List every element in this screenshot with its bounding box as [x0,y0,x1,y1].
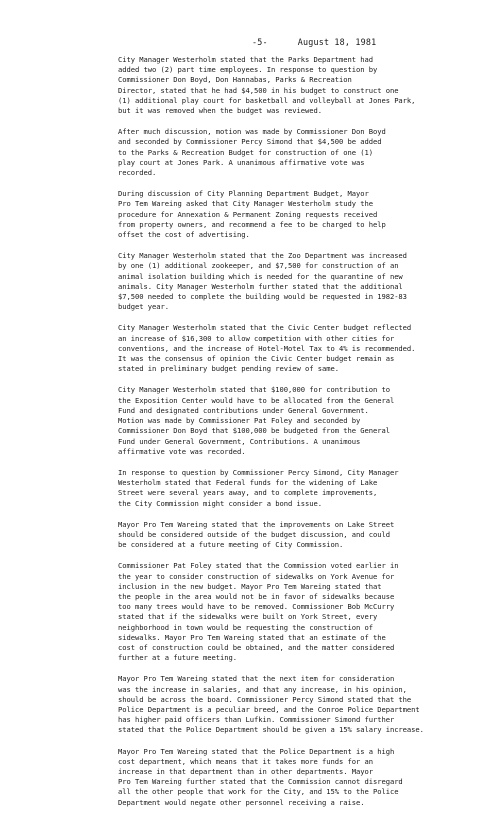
text-line: Commissioner Don Boyd, Don Hannabas, Parks & Recreation [118,75,352,85]
text-line: Director, stated that he had $4,500 in his budget to construct one [118,85,399,95]
text-line: animal isolation building which is needed for the quarantine of new [118,271,403,281]
text-line: Fund under General Government, Contributions. A unanimous [118,436,361,446]
text-line: Department would negate other personnel receiving a raise. [118,797,365,807]
text-line: the people in the area would not be in favor of sidewalks because [118,591,395,601]
text-line: Fund and designated contributions under General Government. [118,405,369,415]
text-line: Commissioner Don Boyd that $100,000 be budgeted from the General [118,426,390,436]
text-line: Police Department is a peculiar breed, and the Conroe Police Department [118,704,420,714]
text-line: Pro Tem Wareing asked that City Manager Westerholm study the [118,199,373,209]
text-line: City Manager Westerholm stated that the Civic Center budget reflected [118,323,412,333]
paragraph [118,189,478,240]
text-line: cost department, which means that it takes more funds for an [118,756,373,766]
text-line: Mayor Pro Tem Wareing stated that the improvements on Lake Street [118,519,395,529]
text-line: City Manager Westerholm stated that the Parks Department had [118,55,373,64]
paragraph [118,323,478,374]
text-line: (1) additional play court for basketball and volleyball at Jones Park, [118,95,416,105]
paragraph [118,385,478,456]
text-line: Mayor Pro Tem Wareing stated that the Police Department is a high [118,746,395,756]
text-line: and seconded by Commissioner Percy Simond that $4,500 be added [118,137,382,147]
text-line: stated in preliminary budget pending review of same. [118,364,339,374]
text-line: be considered at a future meeting of City Commission. [118,540,344,550]
text-line: Westerholm stated that Federal funds for the widening of Lake [118,478,378,488]
text-line: from property owners, and recommend a fee to be charged to help [118,219,386,229]
text-line: added two (2) part time employees. In response to question by [118,65,378,75]
text-line: stated that the Police Department should be given a 15% salary increase. [118,725,424,735]
paragraph [118,674,478,735]
text-line: City Manager Westerholm stated that $100,000 for contribution to [118,385,390,395]
text-line: Street were several years away, and to complete improvements, [118,488,378,498]
text-line: affirmative vote was recorded. [118,446,246,456]
text-line: further at a future meeting. [118,653,237,663]
text-line: animals. City Manager Westerholm further stated that the additional [118,281,403,291]
text-line: budget year. [118,302,169,312]
text-line: recorded. [118,168,157,178]
text-line: stated that if the sidewalks were built on York Street, every [118,612,378,622]
text-line: $7,500 needed to complete the building would be requested in 1982-83 [118,292,407,302]
text-line: has higher paid officers than Lufkin. Commissioner Simond further [118,715,395,725]
text-line: too many trees would have to be removed. Commissioner Bob McCurry [118,602,395,612]
text-line: offset the cost of advertising. [118,230,250,240]
text-line: play court at Jones Park. A unanimous affirmative vote was [118,157,365,167]
text-line: was the increase in salaries, and that any increase, in his opinion, [118,684,407,694]
text-line: City Manager Westerholm stated that the Zoo Department was increased [118,251,407,261]
paragraph [118,251,478,312]
text-line: During discussion of City Planning Department Budget, Mayor [118,189,369,199]
text-line: an increase of $16,300 to allow competition with other cities for [118,333,395,343]
paragraph [118,55,478,116]
text-line: Mayor Pro Tem Wareing stated that the next item for consideration [118,674,395,684]
paragraph [118,561,478,663]
text-line: conventions, and the increase of Hotel-Motel Tax to 4% is recommended. [118,343,416,353]
text-line: increase in that department than in other departments. Mayor [118,766,373,776]
text-line: Pro Tem Wareing further stated that the Commission cannot disregard [118,777,403,787]
paragraph [118,468,478,509]
paragraph [118,747,478,808]
text-line: the City Commission might consider a bond issue. [118,498,322,508]
text-line: by one (1) additional zookeeper, and $7,500 for construction of an [118,261,399,271]
text-line: It was the consensus of opinion the Civic Center budget remain as [118,354,395,364]
text-line: In response to question by Commissioner Percy Simond, City Manager [118,467,399,477]
minutes-body [118,55,478,819]
text-line: to the Parks & Recreation Budget for construction of one (1) [118,147,373,157]
text-line: should be considered outside of the budget discussion, and could [118,529,390,539]
text-line: inclusion in the new budget. Mayor Pro Tem Wareing stated that [118,581,382,591]
text-line: should be across the board. Commissioner Percy Simond stated that the [118,694,412,704]
text-line: procedure for Annexation & Permanent Zoning requests received [118,209,378,219]
text-line: cost of construction could be obtained, and the matter considered [118,642,395,652]
text-line: the Exposition Center would have to be allocated from the General [118,395,395,405]
text-line: Commissioner Pat Foley stated that the Commission voted earlier in [118,561,399,571]
text-line: After much discussion, motion was made by Commissioner Don Boyd [118,127,386,137]
text-line: all the other people that work for the City, and 15% to the Police [118,787,399,797]
text-line: Motion was made by Commissioner Pat Foley and seconded by [118,416,361,426]
meeting-date: August 18, 1981 [297,37,377,47]
paragraph [118,127,478,178]
text-line: sidewalks. Mayor Pro Tem Wareing stated that an estimate of the [118,632,386,642]
page-number: -5- [252,37,268,47]
text-line: but it was removed when the budget was reviewed. [118,106,322,116]
page-header [252,37,376,47]
text-line: the year to consider construction of sidewalks on York Avenue for [118,571,395,581]
paragraph [118,520,478,551]
text-line: neighborhood in town would be requesting the construction of [118,622,373,632]
